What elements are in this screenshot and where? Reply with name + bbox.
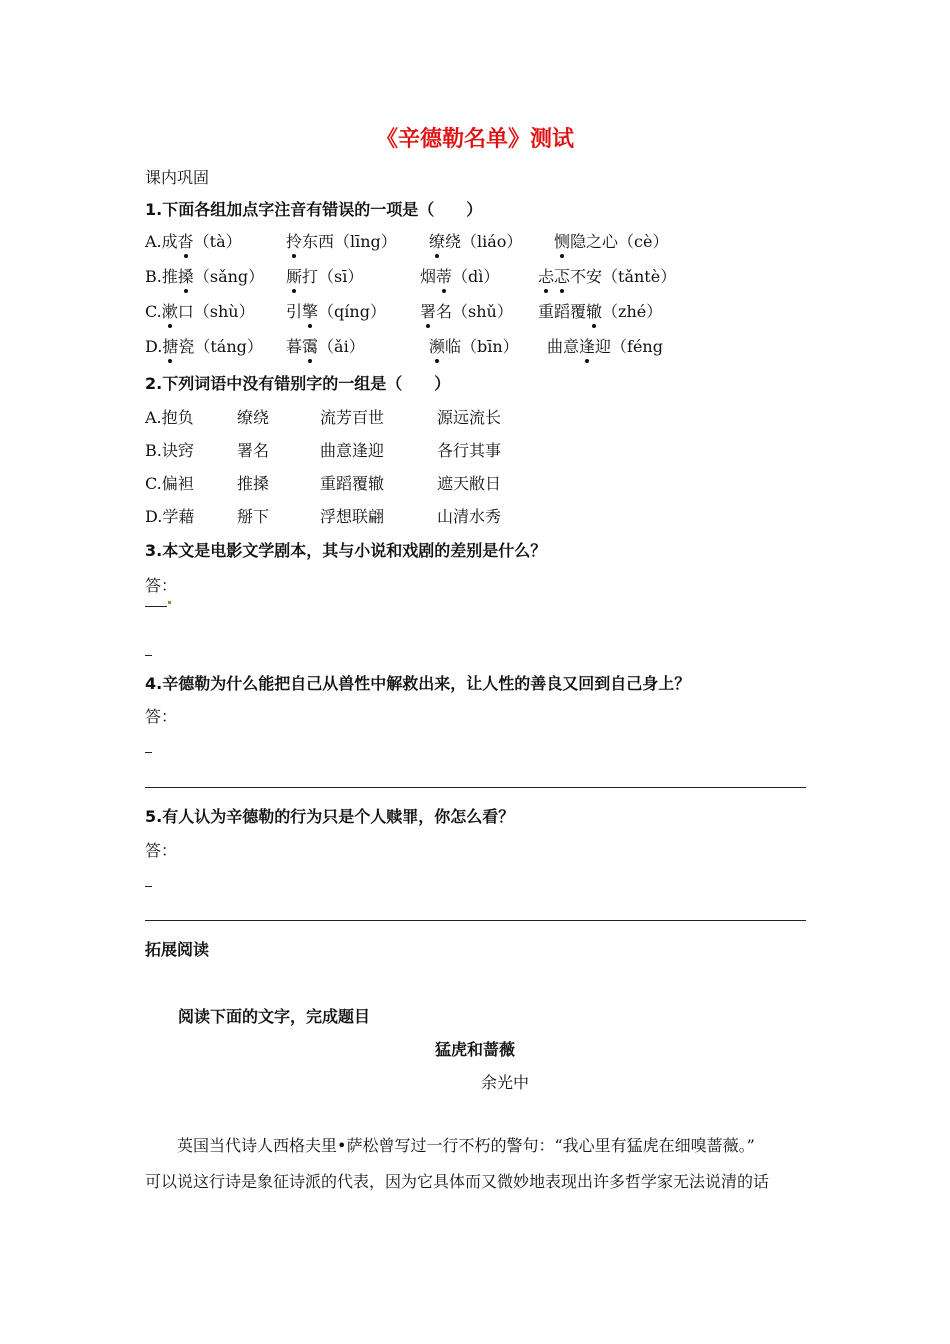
q1-a-item-3: 缭绕（liáo） xyxy=(429,232,523,251)
q1-row-c xyxy=(145,299,810,321)
q2-a-item-1: A.抱负 xyxy=(145,408,194,427)
q2-b-item-4: 各行其事 xyxy=(437,441,502,460)
question-5-answer-line-short[interactable] xyxy=(145,886,152,887)
q2-a-item-4: 源远流长 xyxy=(437,408,502,427)
q2-b-item-2: 署名 xyxy=(237,441,270,460)
paragraph-line-1: 英国当代诗人西格夫里•萨松曾写过一行不朽的警句：“我心里有猛虎在细嗅蔷薇。” xyxy=(177,1136,755,1155)
question-2-stem: 2.下列词语中没有错别字的一组是（ ） xyxy=(145,374,451,393)
question-3-answer-line[interactable] xyxy=(145,606,167,607)
q2-row-b xyxy=(145,438,810,460)
section-heading-extended-reading: 拓展阅读 xyxy=(145,940,210,959)
question-1-stem: 1.下面各组加点字注音有错误的一项是（ ） xyxy=(145,200,483,219)
q1-b-item-4: 忐忑不安（tǎntè） xyxy=(538,267,677,286)
article-author: 余光中 xyxy=(481,1073,530,1092)
q2-c-item-2: 推搡 xyxy=(237,474,270,493)
q2-b-item-1: B.诀窍 xyxy=(145,441,194,460)
q2-c-item-1: C.偏袒 xyxy=(145,474,194,493)
q1-row-d xyxy=(145,334,810,356)
q2-row-a xyxy=(145,405,810,427)
green-mark xyxy=(168,601,171,604)
q1-d-item-1: D.搪瓷（táng） xyxy=(145,337,263,356)
question-4-stem: 4.辛德勒为什么能把自己从兽性中解救出来，让人性的善良又回到自己身上？ xyxy=(145,674,691,693)
q1-b-item-2: 厮打（sī） xyxy=(286,267,364,286)
section-heading-in-class: 课内巩固 xyxy=(145,168,210,187)
question-5-answer-label: 答： xyxy=(145,841,178,860)
q1-d-item-2: 暮霭（ǎi） xyxy=(286,337,365,356)
q1-c-item-3: 署名（shǔ） xyxy=(420,302,513,321)
q2-row-d xyxy=(145,504,810,526)
question-4-answer-line-short[interactable] xyxy=(145,752,152,753)
question-3-stem: 3.本文是电影文学剧本，其与小说和戏剧的差别是什么？ xyxy=(145,541,547,560)
question-5-answer-line[interactable] xyxy=(145,920,806,921)
q2-b-item-3: 曲意逢迎 xyxy=(320,441,385,460)
q1-row-a xyxy=(145,229,810,251)
q2-d-item-4: 山清水秀 xyxy=(437,507,502,526)
question-3-answer-label: 答： xyxy=(145,576,178,595)
q1-b-item-3: 烟蒂（dì） xyxy=(420,267,500,286)
article-paragraph xyxy=(145,1128,810,1200)
q2-row-c xyxy=(145,471,810,493)
q2-d-item-2: 掰下 xyxy=(237,507,270,526)
q2-d-item-3: 浮想联翩 xyxy=(320,507,385,526)
reading-instruction: 阅读下面的文字，完成题目 xyxy=(178,1007,371,1026)
q1-a-item-2: 拎东西（līng） xyxy=(286,232,397,251)
paragraph-line-2: 可以说这行诗是象征诗派的代表，因为它具体而又微妙地表现出许多哲学家无法说清的话 xyxy=(145,1172,770,1191)
q2-d-item-1: D.学藉 xyxy=(145,507,195,526)
q1-a-item-1: A.成沓（tà） xyxy=(145,232,242,251)
q1-a-item-4: 恻隐之心（cè） xyxy=(554,232,669,251)
q1-d-item-4: 曲意逢迎（féng xyxy=(547,337,663,356)
question-4-answer-line[interactable] xyxy=(145,787,806,788)
question-5-stem: 5.有人认为辛德勒的行为只是个人赎罪，你怎么看？ xyxy=(145,807,515,826)
q1-c-item-1: C.漱口（shù） xyxy=(145,302,255,321)
q1-row-b xyxy=(145,264,810,286)
q1-c-item-2: 引擎（qíng） xyxy=(286,302,386,321)
q1-b-item-1: B.推搡（sǎng） xyxy=(145,267,265,286)
q1-c-item-4: 重蹈覆辙（zhé） xyxy=(538,302,663,321)
page-title: 《辛德勒名单》测试 xyxy=(375,127,574,152)
q2-c-item-3: 重蹈覆辙 xyxy=(320,474,385,493)
question-4-answer-label: 答： xyxy=(145,707,178,726)
q1-d-item-3: 濒临（bīn） xyxy=(429,337,519,356)
q2-c-item-4: 遮天敝日 xyxy=(437,474,502,493)
q2-a-item-2: 缭绕 xyxy=(237,408,270,427)
article-title: 猛虎和蔷薇 xyxy=(434,1040,515,1059)
question-3-answer-line-2[interactable] xyxy=(145,655,152,656)
q2-a-item-3: 流芳百世 xyxy=(320,408,385,427)
